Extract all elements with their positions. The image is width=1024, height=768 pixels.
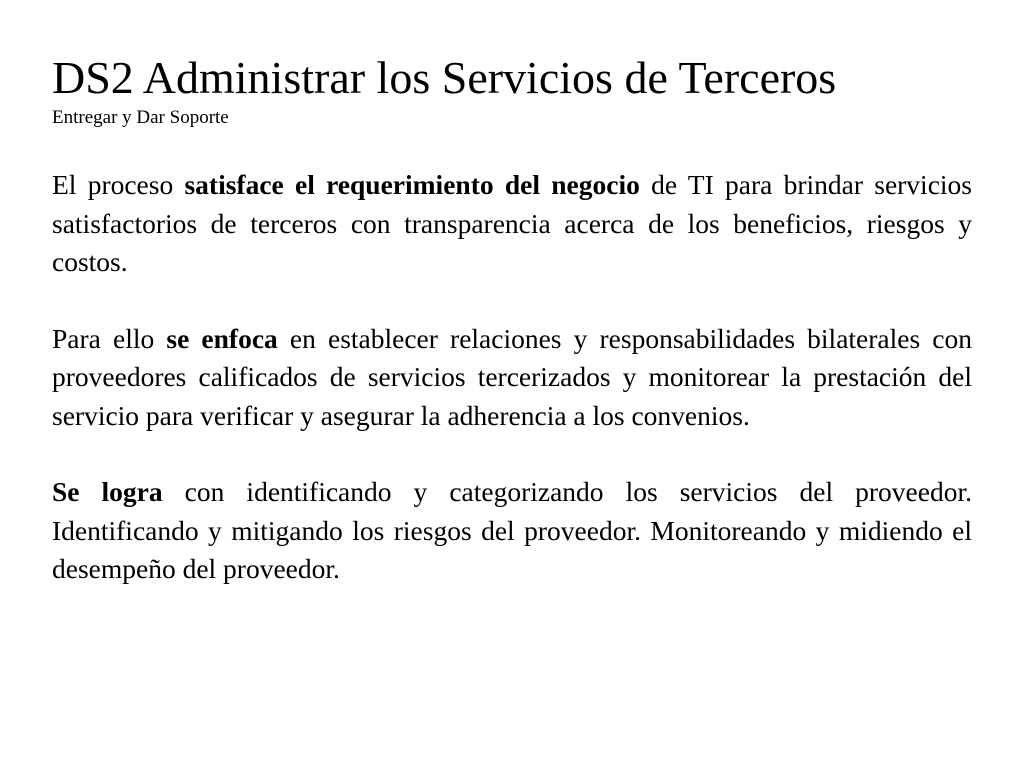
paragraph-rest: con identificando y categorizando los servicios del proveedor. Identificando y mitigando los riesgos del proveedor. Monitoreando y midiendo el desempeño del proveedor. — [52, 476, 972, 584]
slide-title: DS2 Administrar los Servicios de Terceros — [52, 52, 837, 103]
paragraph-requirement — [52, 166, 972, 282]
paragraph-rest: en establecer relaciones y responsabilidades bilaterales con proveedores calificados de servicios tercerizados y monitorear la prestación del servicio para verificar y asegurar la adherencia a los convenios. — [52, 322, 972, 431]
paragraph-rest: de TI para brindar servicios satisfactorios de terceros con transparencia acerca de los beneficios, riesgos y costos. — [52, 169, 972, 277]
paragraph-intro: Para ello — [52, 322, 167, 354]
paragraph-bold: satisface el requerimiento del negocio — [184, 169, 640, 200]
paragraph-intro: El proceso — [52, 169, 185, 200]
paragraph-bold: Se logra — [52, 476, 163, 507]
slide-subtitle: Entregar y Dar Soporte — [52, 107, 229, 128]
paragraph-focus — [52, 320, 972, 436]
slide-content — [52, 52, 972, 589]
paragraph-bold: se enfoca — [166, 322, 278, 354]
paragraph-achieved — [52, 473, 972, 589]
